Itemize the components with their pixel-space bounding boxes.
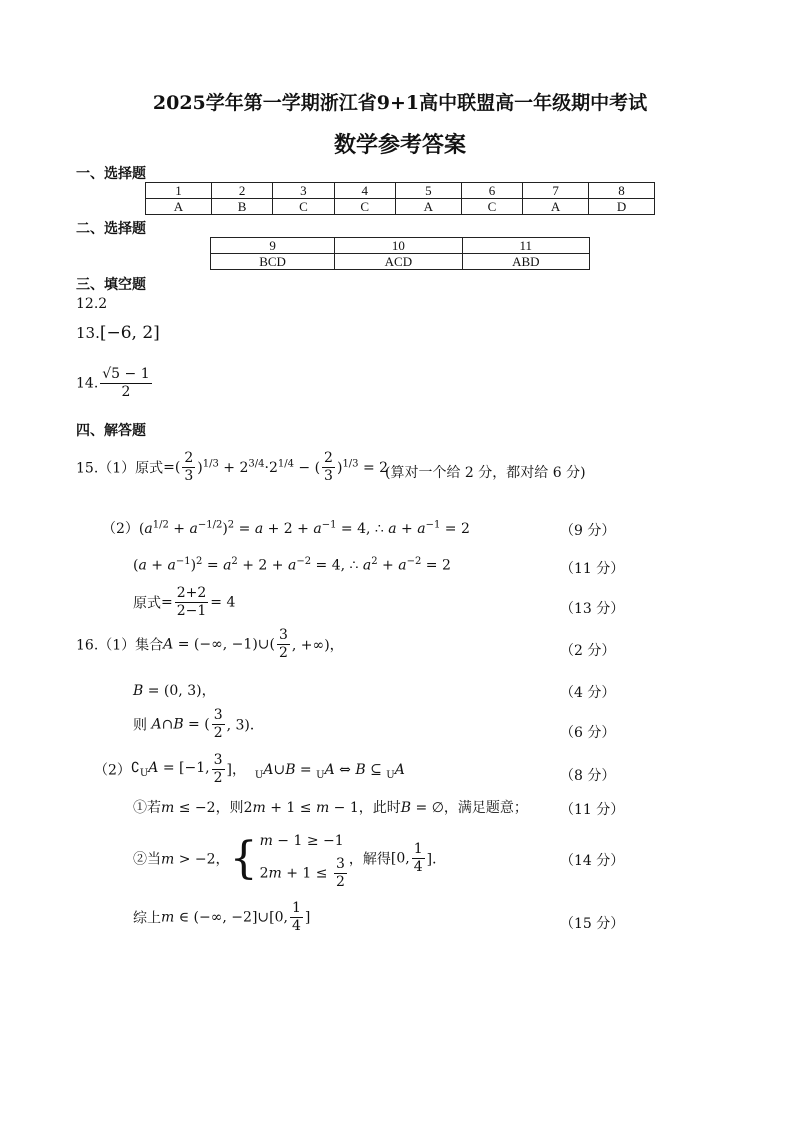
- q16-part5-text: ，则: [215, 800, 244, 816]
- table-row: [211, 254, 590, 270]
- q14-fraction: [100, 366, 151, 401]
- q14-numerator: √5 − 1: [102, 366, 150, 382]
- page-title: 2025学年第一学期浙江省9+1高中联盟高一年级期中考试: [152, 92, 648, 114]
- q16-part5-text: ，满足题意；: [443, 800, 528, 816]
- q16-label: 16.（1）集合: [76, 637, 164, 654]
- q15-part2-score: （9 分）: [560, 523, 616, 539]
- q15-part3: $(a + a^{-1})^2 = a^2 + 2 + a^{-2} = 4$, ∴ $a^2 + a^{-2} = 2$: [133, 556, 451, 574]
- q16-part5: ①若m ≤ −2，则2m + 1 ≤ m − 1，此时B = ∅，满足题意；: [133, 800, 528, 816]
- answer-q12: 12.2: [76, 296, 108, 312]
- table-cell: 7: [523, 183, 589, 199]
- table-cell: 9: [211, 238, 335, 254]
- table-cell: A: [146, 199, 212, 215]
- answer-q13: [76, 323, 160, 343]
- q14-label: 14.: [76, 375, 99, 392]
- q15-part2-label: （2）: [102, 521, 139, 537]
- q16-part3: 则 A∩B = ( $\frac{3}{2}$ , 3)．: [133, 707, 264, 741]
- table-cell: 1: [146, 183, 212, 199]
- q15-part2: $(2)(a^{1/2} + a^{-1/2})^2 = a + 2 + a^{-1} = 4$, ∴ $a + a^{-1} = 2$: [102, 519, 470, 537]
- table-cell: D: [589, 199, 655, 215]
- q16-part7: 综上m ∈ (−∞, −2]∪[0, $\frac{1}{4}$ ]: [133, 900, 311, 934]
- q16-part5-text: ，此时: [358, 800, 401, 816]
- table-cell: B: [211, 199, 272, 215]
- table-cell: 5: [395, 183, 461, 199]
- table-cell: 8: [589, 183, 655, 199]
- table-cell: ACD: [335, 254, 462, 270]
- q15-part4-label: 原式: [133, 595, 161, 612]
- q16-part7-score: （15 分）: [560, 916, 625, 932]
- q15-part1: 15.（1）原式=( $\frac{2}{3}$ )$^{1/3} + 2^{3/4}\cdot 2^{1/4}$ − ( $\frac{2}{3}$ )$^{1/3}$ = 2: [76, 450, 389, 484]
- q16-part3-score: （6 分）: [560, 725, 616, 741]
- q16-part3-label: 则: [133, 717, 147, 734]
- q13-value: [−6, 2]: [99, 323, 160, 343]
- table-cell: 3: [273, 183, 334, 199]
- table-cell: BCD: [211, 254, 335, 270]
- answer-q14: [76, 366, 154, 401]
- section-heading-solutions: 四、解答题: [76, 423, 146, 439]
- answer-table-choice: [145, 182, 655, 215]
- q16-part2-score: （4 分）: [560, 685, 616, 701]
- q16-part5-score: （11 分）: [560, 802, 625, 818]
- q16-part1: 16.（1）集合A = (−∞, −1)∪( $\frac{3}{2}$ , +∞)，: [76, 627, 344, 661]
- table-cell: C: [273, 199, 334, 215]
- q15-part4-score: （13 分）: [560, 601, 625, 617]
- answer-table-multi-choice: [210, 237, 590, 270]
- q16-part2: B = (0, 3)，: [133, 683, 216, 699]
- q16-part5-text: ①若: [133, 800, 161, 816]
- section-heading-choice: 一、选择题: [76, 166, 146, 182]
- q14-denominator: 2: [121, 384, 131, 400]
- table-cell: 6: [461, 183, 522, 199]
- page-subtitle: 数学参考答案: [333, 132, 466, 158]
- table-cell: ABD: [462, 254, 589, 270]
- table-cell: 11: [462, 238, 589, 254]
- q16-part6: ②当m > −2，{ m − 1 ≥ −1 2m + 1 ≤ $\frac{3}{2}$ ，解得[0, $\frac{1}{4}$ ]．: [133, 832, 447, 890]
- q15-label: 15.（1）原式: [76, 460, 164, 477]
- q16-part1-score: （2 分）: [560, 643, 616, 659]
- q16-part6-score: （14 分）: [560, 853, 625, 869]
- q15-part3-score: （11 分）: [560, 561, 625, 577]
- table-cell: 4: [334, 183, 395, 199]
- q13-label: 13.: [76, 324, 100, 342]
- table-cell: 2: [211, 183, 272, 199]
- q16-part4-label: （2）: [94, 762, 131, 779]
- table-cell: 10: [335, 238, 462, 254]
- section-heading-multi-choice: 二、选择题: [76, 221, 146, 237]
- table-row: [146, 183, 655, 199]
- q15-part4: 原式= $\frac{2+2}{2-1}$ = 4: [133, 585, 236, 619]
- table-cell: A: [523, 199, 589, 215]
- q16-part7-text: 综上: [133, 910, 161, 927]
- table-row: [146, 199, 655, 215]
- section-heading-fill-in: 三、填空题: [76, 277, 146, 293]
- table-row: [211, 238, 590, 254]
- table-cell: C: [334, 199, 395, 215]
- q16-part4: $(2)∁_UA = [-1$, $\frac{3}{2}$ ]， $_U$A∪B = $_U$A ⇔ B ⊆ $_U$A: [94, 752, 405, 786]
- q16-part6-text: ，解得: [348, 851, 391, 868]
- q15-part1-note: (算对一个给 2 分，都对给 6 分): [385, 465, 586, 481]
- table-cell: A: [395, 199, 461, 215]
- table-cell: C: [461, 199, 522, 215]
- q16-part4-score: （8 分）: [560, 768, 616, 784]
- q16-part6-text: ②当: [133, 851, 161, 868]
